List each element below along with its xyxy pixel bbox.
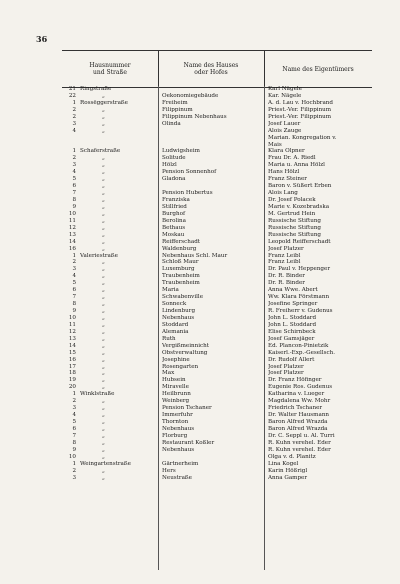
house-number: 9 [72, 203, 76, 210]
house-name: Lindenburg [162, 308, 196, 314]
header-owner-name: Name des Eigentümers [282, 65, 354, 73]
street-name: „ [102, 203, 105, 210]
table-row [62, 454, 372, 461]
street-name: „ [102, 273, 105, 280]
house-name: Luxemburg [162, 266, 195, 273]
street-name: „ [102, 314, 105, 321]
owner-name: Mais [268, 141, 282, 148]
house-number: 6 [72, 425, 76, 432]
page-number: 36 [36, 34, 48, 44]
house-name: Waldenburg [162, 245, 197, 252]
table-row [62, 204, 372, 211]
header-house-number-street: Hausnummer und Straße [62, 51, 159, 87]
house-name: Bethaus [162, 224, 186, 231]
owner-name: Franz Leibl [268, 259, 301, 266]
house-number: 13 [68, 335, 76, 342]
house-number: 5 [72, 419, 76, 425]
table-row [62, 197, 372, 204]
house-number: 2 [72, 467, 76, 474]
house-name: Weinberg [162, 398, 190, 405]
street-name: „ [102, 308, 105, 314]
street-name: „ [102, 363, 105, 370]
table-row [62, 287, 372, 294]
house-name: Solitude [162, 155, 186, 162]
street-name: „ [102, 190, 105, 197]
house-name: Stillfried [162, 203, 187, 210]
street-name: „ [102, 328, 105, 335]
owner-name: Dr. Franz Höfinger [268, 377, 322, 384]
street-name: „ [102, 398, 105, 405]
house-number: 8 [72, 197, 76, 203]
table-row [62, 294, 372, 301]
house-number: 10 [68, 453, 76, 460]
table-row [62, 253, 372, 260]
house-name: Moskau [162, 231, 185, 238]
street-name: Rossëggerstraße [80, 99, 128, 106]
house-name: Pension Hubertus [162, 190, 213, 197]
owner-name: Baron Alfred Wrazda [268, 419, 328, 425]
table-row [62, 322, 372, 329]
owner-name: Baron v. Süßert Erben [268, 183, 332, 190]
street-name: „ [102, 155, 105, 162]
owner-name: Josefine Springer [268, 301, 318, 308]
owner-name: Josef Lauer [268, 120, 301, 127]
owner-name: R. Kuhn verehel. Eder [268, 446, 331, 453]
house-number: 8 [72, 301, 76, 308]
table-row [62, 246, 372, 253]
house-number: 10 [68, 314, 76, 321]
owner-name: Alois Zauge [268, 127, 302, 134]
house-number: 11 [68, 217, 76, 224]
house-number: 22 [68, 92, 76, 99]
owner-name: John L. Stoddard [268, 321, 317, 328]
owner-name: Dr. C. Seppl u. Al. Turri [268, 432, 335, 439]
owner-name: Josef Platzer [268, 363, 304, 370]
street-name: „ [102, 439, 105, 446]
owner-name: Russische Stiftung [268, 224, 322, 231]
owner-name: Olga v. d. Planitz [268, 453, 316, 460]
house-name: Josephine [162, 356, 190, 363]
street-name: „ [102, 377, 105, 384]
house-name: Vergißmeinnicht [162, 342, 209, 349]
owner-name: Leopold Reifferschadt [268, 238, 331, 245]
house-number: 9 [72, 308, 76, 314]
house-name: Pension Tschaner [162, 405, 212, 412]
house-number: 4 [72, 169, 76, 176]
house-name: Miravelle [162, 384, 189, 391]
table-row [62, 447, 372, 454]
table-row [62, 461, 372, 468]
house-name: Nebenhaus [162, 425, 195, 432]
table-row [62, 391, 372, 398]
table-row [62, 336, 372, 343]
table-row [62, 225, 372, 232]
house-name: Olinda [162, 120, 181, 127]
table-row [62, 148, 372, 155]
house-number: 2 [72, 106, 76, 113]
table-row [62, 440, 372, 447]
table-row [62, 218, 372, 225]
street-name: „ [102, 405, 105, 412]
owner-name: Dr. Rudolf Allert [268, 356, 315, 363]
owner-name: Priest.-Ver. Filippinum [268, 113, 332, 120]
owner-name: Kar. Nägele [268, 92, 302, 99]
table-row [62, 266, 372, 273]
owner-name: R. Kuhn verehel. Eder [268, 439, 331, 446]
street-name: „ [102, 412, 105, 419]
table-row [62, 190, 372, 197]
street-name: „ [102, 217, 105, 224]
owner-name: Dr. R. Binder [268, 273, 305, 280]
house-name: Sonneck [162, 301, 187, 308]
owner-name: Frau Dr. A. Riedl [268, 155, 316, 162]
owner-name: Karl Nägele [268, 86, 302, 92]
owner-name: Alois Lang [268, 190, 298, 197]
owner-name: Friedrich Tschaner [268, 405, 323, 412]
house-name: Filippinum Nebenhaus [162, 113, 227, 120]
table-row [62, 239, 372, 246]
house-number: 13 [68, 231, 76, 238]
owner-name: M. Gertrud Hein [268, 210, 316, 217]
house-name: Burghof [162, 210, 186, 217]
street-name: „ [102, 425, 105, 432]
house-number: 2 [72, 155, 76, 162]
house-number: 2 [72, 398, 76, 405]
street-name: „ [102, 231, 105, 238]
table-row [62, 114, 372, 121]
house-name: Nebenhaus [162, 446, 195, 453]
house-number: 4 [72, 127, 76, 134]
table-row [62, 329, 372, 336]
table-row [62, 357, 372, 364]
house-number: 12 [68, 328, 76, 335]
owner-name: Russische Stiftung [268, 231, 322, 238]
table-row [62, 398, 372, 405]
house-number: 7 [72, 190, 76, 197]
house-number: 2 [72, 113, 76, 120]
owner-name: Karin Hößrigl [268, 467, 308, 474]
house-number: 1 [72, 460, 76, 467]
house-number: 8 [72, 439, 76, 446]
street-name: „ [102, 169, 105, 176]
owner-name: Elise Schirnbeck [268, 328, 316, 335]
street-name: „ [102, 127, 105, 134]
table-row [62, 377, 372, 384]
street-name: „ [102, 120, 105, 127]
table-row [62, 384, 372, 391]
house-number: 14 [68, 342, 76, 349]
house-number: 3 [72, 120, 76, 127]
table-row [62, 419, 372, 426]
header-house-name: Name des Hauses oder Hofes [158, 51, 265, 87]
table-row [62, 405, 372, 412]
house-name: Nebenhaus [162, 314, 195, 321]
house-name: Hubsein [162, 377, 186, 384]
street-name: „ [102, 92, 105, 99]
table-header [62, 50, 372, 88]
street-name: „ [102, 259, 105, 266]
house-number: 21 [68, 86, 76, 92]
owner-name: Russische Stiftung [268, 217, 322, 224]
street-name: „ [102, 370, 105, 377]
street-name: „ [102, 245, 105, 252]
house-name: Hölzl [162, 162, 177, 169]
table-row [62, 176, 372, 183]
owner-name: Ww. Klara Förstmann [268, 294, 330, 301]
house-name: Ruth [162, 335, 176, 342]
street-name: Weingartenstraße [80, 460, 131, 467]
house-name: Gladona [162, 176, 186, 183]
owner-name: Marie v. Kozebradska [268, 203, 330, 210]
owner-name: Lina Kogel [268, 460, 299, 467]
table-row [62, 169, 372, 176]
owner-name: Anna Wwe. Abert [268, 287, 318, 294]
table-row [62, 308, 372, 315]
house-number: 9 [72, 446, 76, 453]
street-name: „ [102, 419, 105, 425]
house-number: 4 [72, 412, 76, 419]
table-row [62, 162, 372, 169]
street-name: „ [102, 356, 105, 363]
table-row [62, 273, 372, 280]
house-name: Reifferschadt [162, 238, 201, 245]
house-number: 12 [68, 224, 76, 231]
house-number: 6 [72, 287, 76, 294]
house-name: Stoddard [162, 321, 189, 328]
table-row [62, 107, 372, 114]
house-name: Thornton [162, 419, 189, 425]
street-name: „ [102, 162, 105, 169]
house-number: 1 [72, 252, 76, 259]
street-name: „ [102, 446, 105, 453]
table-row [62, 142, 372, 149]
house-name: Ludwigsheim [162, 148, 200, 155]
house-name: Gärtnerheim [162, 460, 199, 467]
street-name: „ [102, 335, 105, 342]
table-row [62, 121, 372, 128]
house-name: Pension Sonnenhof [162, 169, 217, 176]
street-name: „ [102, 176, 105, 183]
table-row [62, 93, 372, 100]
owner-name: Dr. Paul v. Heppenger [268, 266, 330, 273]
house-name: Rosengarten [162, 363, 199, 370]
house-number: 16 [68, 356, 76, 363]
table-row [62, 426, 372, 433]
house-number: 3 [72, 266, 76, 273]
street-name: „ [102, 301, 105, 308]
directory-table-body [62, 86, 372, 481]
street-name: „ [102, 183, 105, 190]
table-row [62, 433, 372, 440]
owner-name: A. d. Lau v. Hochbrand [268, 99, 333, 106]
house-number: 11 [68, 321, 76, 328]
table-row [62, 86, 372, 93]
house-number: 3 [72, 162, 76, 169]
street-name: „ [102, 384, 105, 391]
house-number: 6 [72, 183, 76, 190]
owner-name: Priest.-Ver. Filippinum [268, 106, 332, 113]
house-number: 5 [72, 176, 76, 183]
street-name: „ [102, 467, 105, 474]
street-name: „ [102, 113, 105, 120]
house-name: Oekonomiegebäude [162, 92, 219, 99]
table-row [62, 412, 372, 419]
owner-name: Kaiserl.-Exp.-Gesellsch. [268, 349, 336, 356]
table-row [62, 301, 372, 308]
house-name: Alemania [162, 328, 189, 335]
house-number: 7 [72, 294, 76, 301]
street-name: „ [102, 224, 105, 231]
house-number: 18 [68, 370, 76, 377]
owner-name: Dr. Josef Polacek [268, 197, 316, 203]
table-row [62, 155, 372, 162]
house-name: Hers [162, 467, 176, 474]
table-row [62, 350, 372, 357]
owner-name: Baron Alfred Wrazda [268, 425, 328, 432]
owner-name: Hans Hölzl [268, 169, 300, 176]
table-row [62, 128, 372, 135]
house-number: 5 [72, 280, 76, 287]
house-name: Heilbrunn [162, 391, 191, 398]
table-row [62, 280, 372, 287]
house-number: 16 [68, 245, 76, 252]
house-number: 14 [68, 238, 76, 245]
house-number: 4 [72, 273, 76, 280]
house-number: 2 [72, 259, 76, 266]
street-name: „ [102, 210, 105, 217]
owner-name: Josef Platzer [268, 245, 304, 252]
street-name: „ [102, 453, 105, 460]
table-row [62, 135, 372, 142]
house-name: Franziska [162, 197, 190, 203]
house-number: 1 [72, 391, 76, 398]
table-row [62, 100, 372, 107]
house-number: 17 [68, 363, 76, 370]
table-row [62, 183, 372, 190]
house-name: Schwabenville [162, 294, 204, 301]
street-name: „ [102, 238, 105, 245]
house-number: 7 [72, 432, 76, 439]
table-row [62, 364, 372, 371]
house-number: 19 [68, 377, 76, 384]
house-name: Freiheim [162, 99, 188, 106]
table-row [62, 211, 372, 218]
owner-name: Josef Platzer [268, 370, 304, 377]
owner-name: Eugenie Ros. Gudenus [268, 384, 333, 391]
house-number: 15 [68, 349, 76, 356]
street-name: „ [102, 280, 105, 287]
table-row [62, 475, 372, 482]
table-row [62, 468, 372, 475]
house-name: Filippinum [162, 106, 193, 113]
table-row [62, 259, 372, 266]
street-name: „ [102, 474, 105, 481]
house-name: Maria [162, 287, 179, 294]
owner-name: Franz Leibl [268, 252, 301, 259]
owner-name: Franz Steiner [268, 176, 307, 183]
table-row [62, 315, 372, 322]
owner-name: Anna Gamper [268, 474, 308, 481]
street-name: „ [102, 432, 105, 439]
street-name: „ [102, 349, 105, 356]
house-number: 1 [72, 148, 76, 155]
street-name: Ringstraße [80, 86, 112, 92]
house-name: Immerfuhr [162, 412, 193, 419]
house-name: Schloß Maur [162, 259, 199, 266]
street-name: „ [102, 342, 105, 349]
street-name: „ [102, 266, 105, 273]
owner-name: Marian. Kongregation v. [268, 134, 337, 141]
table-row [62, 232, 372, 239]
owner-name: Dr. Walter Hausmann [268, 412, 330, 419]
house-number: 3 [72, 405, 76, 412]
house-name: Traubenheim [162, 280, 200, 287]
table-row [62, 370, 372, 377]
table-row [62, 343, 372, 350]
street-name: „ [102, 294, 105, 301]
house-name: Neustraße [162, 474, 192, 481]
house-name: Obstverwaltung [162, 349, 208, 356]
street-name: „ [102, 197, 105, 203]
owner-name: Dr. R. Binder [268, 280, 305, 287]
owner-name: Josef Gamsjäger [268, 335, 315, 342]
owner-name: Katharina v. Lueger [268, 391, 325, 398]
street-name: Winklstraße [80, 391, 115, 398]
house-name: Restaurant Koßler [162, 439, 215, 446]
owner-name: Klara Olpner [268, 148, 305, 155]
street-name: Schaferstraße [80, 148, 121, 155]
owner-name: Ed. Plancon-Pinietzik [268, 342, 329, 349]
owner-name: Magdalena Ww. Mohr [268, 398, 331, 405]
owner-name: R. Freiherr v. Gudenus [268, 308, 333, 314]
street-name: „ [102, 106, 105, 113]
house-name: Florburg [162, 432, 188, 439]
house-number: 1 [72, 99, 76, 106]
house-name: Berolina [162, 217, 186, 224]
street-name: „ [102, 287, 105, 294]
house-number: 10 [68, 210, 76, 217]
house-name: Traubenheim [162, 273, 200, 280]
owner-name: John L. Stoddard [268, 314, 317, 321]
house-name: Nebenhaus Schl. Maur [162, 252, 228, 259]
street-name: Valeriestraße [80, 252, 118, 259]
street-name: „ [102, 321, 105, 328]
owner-name: Maria u. Anna Hölzl [268, 162, 325, 169]
house-number: 20 [68, 384, 76, 391]
house-number: 3 [72, 474, 76, 481]
house-name: Max [162, 370, 175, 377]
